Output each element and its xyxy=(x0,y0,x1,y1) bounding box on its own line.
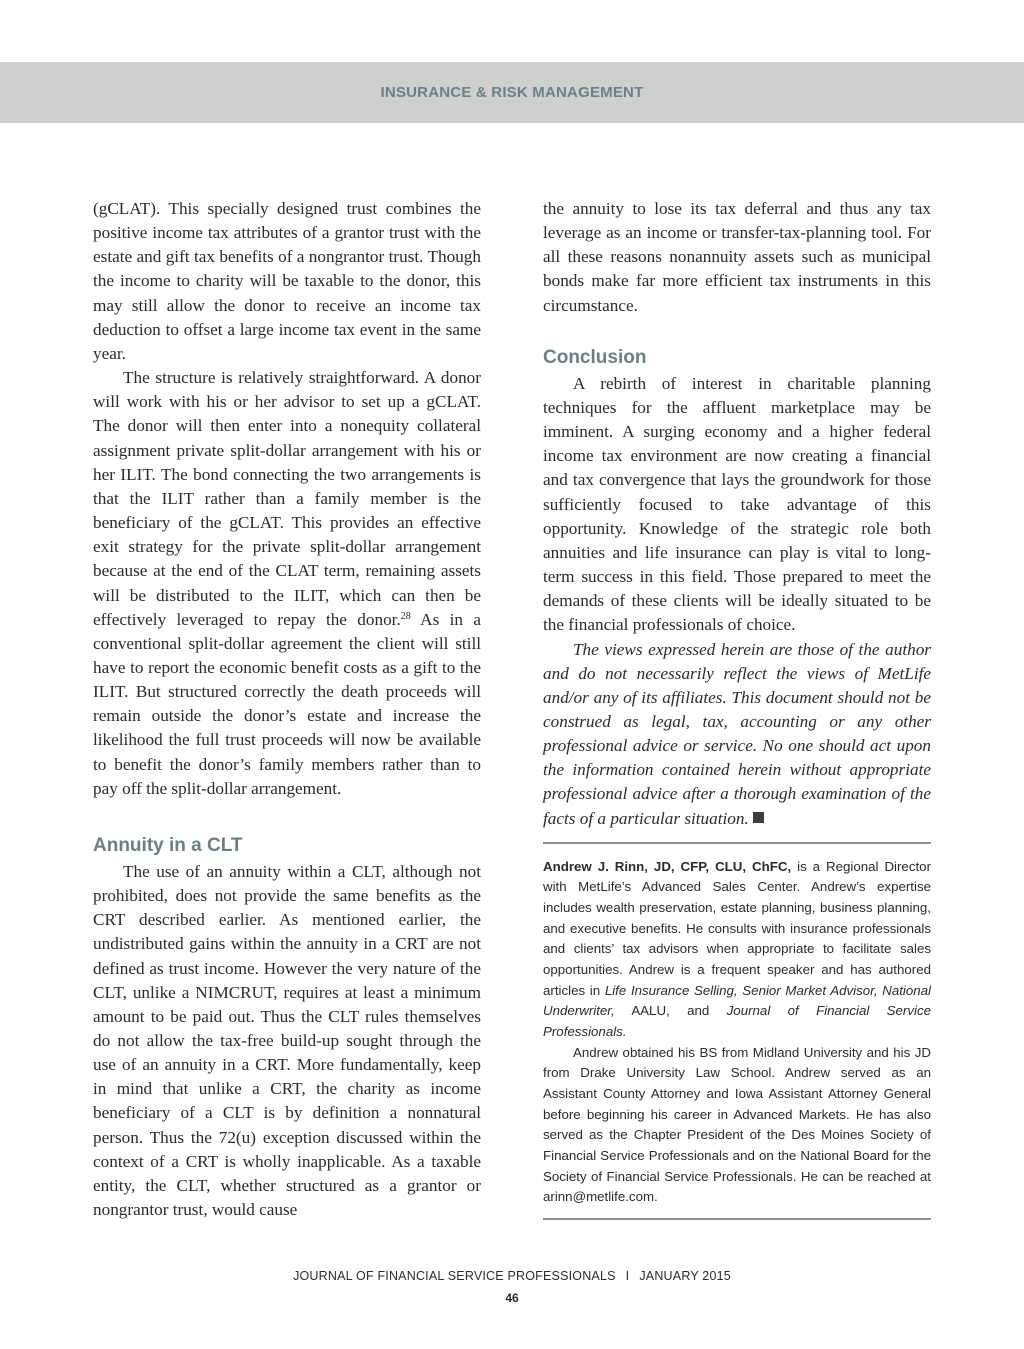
author-name: Andrew J. Rinn, JD, CFP, CLU, ChFC, xyxy=(543,858,792,874)
paragraph: A rebirth of interest in charitable planning techniques for the affluent marketplace may be imminent. A surging economy and a higher federal income tax environment are now creating a financial and tax convergence that lays the groundwork for those sufficiently focused to take advantage of this opportunity. Knowledge of the strategic role both annuities and life insurance can play is vital to long-term success in this field. Those prepared to meet the demands of these clients will be ideally situated to be the financial professionals of choice. xyxy=(543,373,931,635)
journal-name: JOURNAL OF FINANCIAL SERVICE PROFESSIONALS xyxy=(293,1269,616,1283)
issue-date: JANUARY 2015 xyxy=(639,1269,731,1283)
section-label: INSURANCE & RISK MANAGEMENT xyxy=(380,84,644,101)
bio-paragraph xyxy=(543,857,931,1043)
disclaimer-text: The views expressed herein are those of the author and do not necessarily reflect the views of MetLife and/or any of its affiliates. This document should not be construed as legal, tax, accounting or any other professional advice or service. No one should act upon the information contained herein without appropriate professional advice after a thorough examination of the facts of a particular situation. xyxy=(543,639,931,828)
paragraph-text: As in a conventional split-dollar agreement the client will still have to report the economic benefit costs as a gift to the ILIT. But structured correctly the death proceeds will remain outside the donor’s estate and increase the likelihood the full trust proceeds will now be available to benefit the donor’s family members rather than to pay off the split-dollar arrangement. xyxy=(93,609,481,798)
bio-text: AALU, and xyxy=(614,1003,727,1019)
right-column xyxy=(543,197,931,1220)
page-footer xyxy=(0,1269,1024,1283)
paragraph: the annuity to lose its tax deferral and thus any tax leverage as an income or transfer-tax-planning tool. For all these reasons nonannuity assets such as municipal bonds make far more efficient tax instruments in this circumstance. xyxy=(543,199,931,315)
paragraph: (gCLAT). This specially designed trust combines the positive income tax attributes of a grantor trust with the estate and gift tax benefits of a nongrantor trust. Though the income to charity will be taxable to the donor, this may still allow the donor to receive an income tax deduction to offset a large income tax event in the same year. xyxy=(93,199,481,363)
section-header-band xyxy=(0,62,1024,123)
section-heading-conclusion: Conclusion xyxy=(543,346,647,368)
author-bio xyxy=(543,857,931,1208)
left-column xyxy=(93,197,481,1222)
paragraph-text: The structure is relatively straightforward. A donor will work with his or her advisor to set up a gCLAT. The donor will then enter into a nonequity collateral assignment private split-dollar arrangement with his or her ILIT. The bond connecting the two arrangements is that the ILIT rather than a family member is the beneficiary of the gCLAT. This provides an effective exit strategy for the private split-dollar arrangement because at the end of the CLAT term, remaining assets will be distributed to the ILIT, which can then be effectively leveraged to repay the donor. xyxy=(93,368,481,629)
divider xyxy=(543,842,931,844)
footer-separator: I xyxy=(625,1269,630,1283)
paragraph xyxy=(93,366,481,801)
footnote-ref: 28 xyxy=(400,610,411,622)
publication-list: Life Insurance Selling, Senior Market Advisor, National Underwriter, xyxy=(543,982,931,1019)
section-heading-annuity: Annuity in a CLT xyxy=(93,834,243,856)
disclaimer xyxy=(543,638,931,831)
end-of-article-mark xyxy=(753,812,764,823)
page-number: 46 xyxy=(505,1291,519,1305)
paragraph: The use of an annuity within a CLT, although not prohibited, does not provide the same benefits as the CRT described earlier. As mentioned earlier, the undistributed gains within the annuity in a CRT are not defined as trust income. However the very nature of the CLT, unlike a NIMCRUT, requires at least a minimum amount to be paid out. Thus the CLT rules themselves do not allow the tax-free build-up sought through the use of an annuity in a CRT. More fundamentally, keep in mind that unlike a CRT, the charity as income beneficiary of a CLT is by definition a nonnatural person. Thus the 72(u) exception discussed within the context of a CRT is wholly inapplicable. As a taxable entity, the CLT, whether structured as a grantor or nongrantor trust, would cause xyxy=(93,861,481,1220)
bio-text: is a Regional Director with MetLife’s Advanced Sales Center. Andrew’s expertise includes wealth preservation, estate planning, business planning, and executive benefits. He consults with insurance professionals and clients’ tax advisors when appropriate to facilitate sales opportunities. Andrew is a frequent speaker and has authored articles in xyxy=(543,858,931,998)
journal-title: Journal of Financial Service Professionals. xyxy=(543,1003,931,1039)
bio-paragraph: Andrew obtained his BS from Midland University and his JD from Drake University Law School. Andrew served as an Assistant County Attorney and Iowa Assistant Attorney General before beginning his career in Advanced Markets. He has also served as the Chapter President of the Des Moines Society of Financial Service Professionals and on the National Board for the Society of Financial Service Professionals. He can be reached at arinn@metlife.com. xyxy=(543,1044,931,1205)
divider xyxy=(543,1218,931,1220)
